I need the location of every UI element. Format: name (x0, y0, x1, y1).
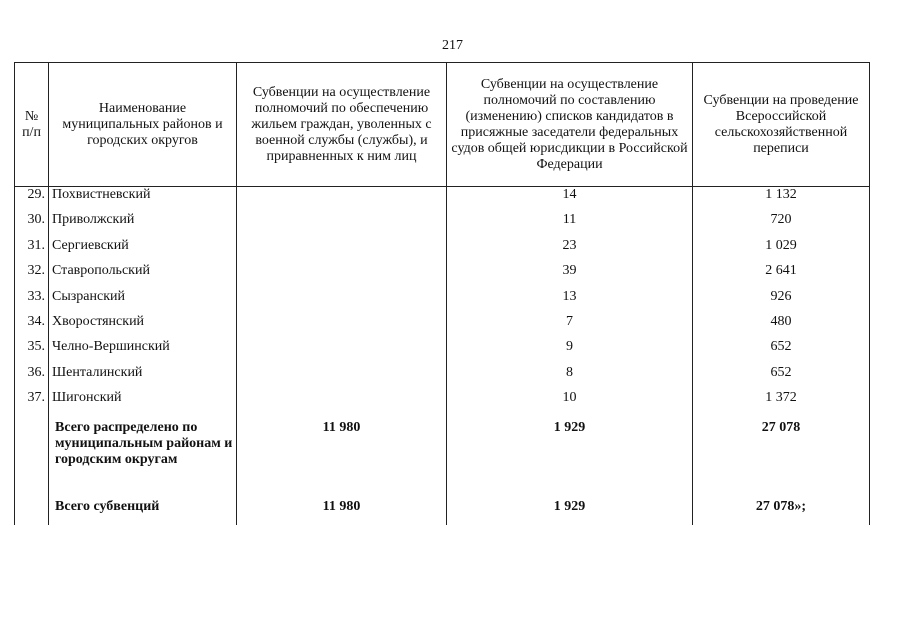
row-name: Похвистневский (49, 187, 237, 213)
row-col2: 13 (447, 289, 693, 314)
row-number: 36. (15, 365, 49, 390)
row-name: Шигонский (49, 390, 237, 415)
table-row (15, 314, 870, 339)
row-number: 32. (15, 263, 49, 288)
total-distributed-label: Всего распределено по муниципальным районам и городским округам (49, 416, 237, 493)
row-name: Сызранский (49, 289, 237, 314)
total-subventions-col1: 11 980 (237, 493, 447, 525)
row-col2: 11 (447, 212, 693, 237)
row-number: 29. (15, 187, 49, 213)
total-distributed-col2: 1 929 (447, 416, 693, 493)
row-col2: 9 (447, 339, 693, 364)
row-col1 (237, 187, 447, 213)
row-col3: 1 132 (693, 187, 870, 213)
row-col1 (237, 339, 447, 364)
total-subventions-row (15, 493, 870, 525)
row-col1 (237, 314, 447, 339)
row-number: 34. (15, 314, 49, 339)
total-number-cell (15, 416, 49, 493)
header-name: Наименование муниципальных районов и городских округов (49, 63, 237, 187)
row-col3: 926 (693, 289, 870, 314)
row-name: Приволжский (49, 212, 237, 237)
row-number: 30. (15, 212, 49, 237)
row-col3: 720 (693, 212, 870, 237)
row-col2: 8 (447, 365, 693, 390)
table-row (15, 263, 870, 288)
row-name: Шенталинский (49, 365, 237, 390)
row-col3: 1 029 (693, 238, 870, 263)
header-jurors-subvention: Субвенции на осуществление полномочий по составлению (изменению) списков кандидатов в присяжные заседатели федеральных судов общей юрисдикции в Российской Федерации (447, 63, 693, 187)
row-col2: 7 (447, 314, 693, 339)
row-col2: 23 (447, 238, 693, 263)
table-row (15, 339, 870, 364)
table-row (15, 390, 870, 415)
row-col3: 480 (693, 314, 870, 339)
row-col1 (237, 238, 447, 263)
row-col3: 652 (693, 339, 870, 364)
table-row (15, 365, 870, 390)
row-col3: 1 372 (693, 390, 870, 415)
row-col1 (237, 263, 447, 288)
total-subventions-col3: 27 078»; (693, 493, 870, 525)
row-name: Хворостянский (49, 314, 237, 339)
table-row (15, 187, 870, 213)
total-distributed-col3: 27 078 (693, 416, 870, 493)
table-row (15, 238, 870, 263)
row-col1 (237, 365, 447, 390)
row-col3: 652 (693, 365, 870, 390)
row-number: 37. (15, 390, 49, 415)
row-col3: 2 641 (693, 263, 870, 288)
header-census-subvention: Субвенции на проведение Всероссийской сельскохозяйственной переписи (693, 63, 870, 187)
row-col1 (237, 289, 447, 314)
subventions-table (14, 62, 870, 525)
total-distributed-row (15, 416, 870, 493)
header-housing-subvention: Субвенции на осуществление полномочий по обеспечению жильем граждан, уволенных с военной службы (службы), и приравненных к ним лиц (237, 63, 447, 187)
row-col2: 10 (447, 390, 693, 415)
table-row (15, 289, 870, 314)
table-header-row (15, 63, 870, 187)
row-col1 (237, 390, 447, 415)
row-name: Сергиевский (49, 238, 237, 263)
page-number: 217 (442, 38, 463, 53)
row-number: 33. (15, 289, 49, 314)
row-number: 35. (15, 339, 49, 364)
table-row (15, 212, 870, 237)
row-col1 (237, 212, 447, 237)
row-number: 31. (15, 238, 49, 263)
total-number-cell (15, 493, 49, 525)
row-name: Челно-Вершинский (49, 339, 237, 364)
row-col2: 14 (447, 187, 693, 213)
row-col2: 39 (447, 263, 693, 288)
header-number: № п/п (15, 63, 49, 187)
total-subventions-label: Всего субвенций (49, 493, 237, 525)
total-distributed-col1: 11 980 (237, 416, 447, 493)
row-name: Ставропольский (49, 263, 237, 288)
total-subventions-col2: 1 929 (447, 493, 693, 525)
